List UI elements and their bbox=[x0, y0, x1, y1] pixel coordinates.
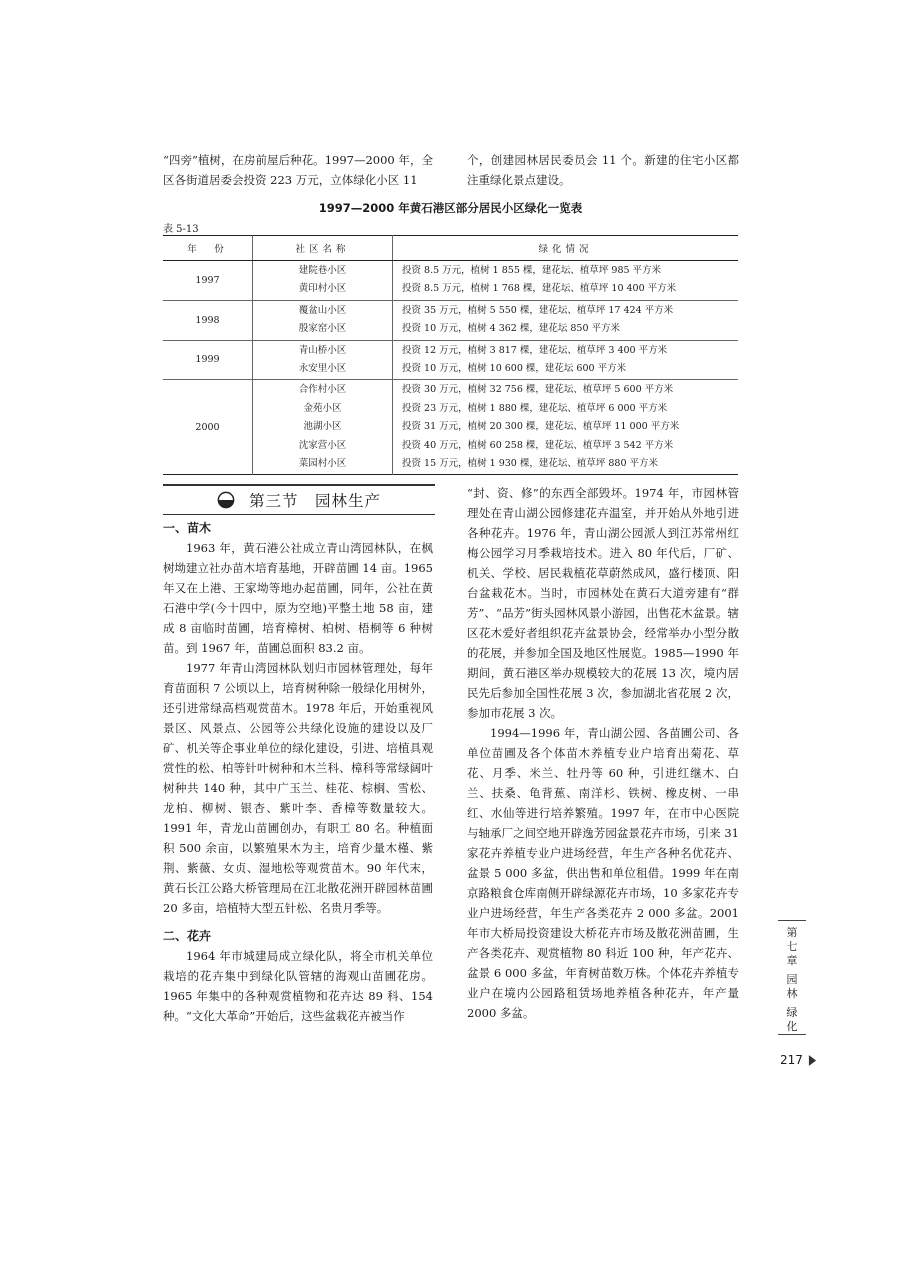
greening-desc: 投资 40 万元，植树 60 258 棵，建花坛、植草坪 3 542 平方米 bbox=[402, 439, 674, 451]
community-cell bbox=[253, 261, 393, 301]
year-cell: 1997 bbox=[195, 274, 220, 286]
table-row bbox=[163, 380, 738, 475]
section-title: 第三节 园林生产 bbox=[248, 492, 381, 510]
greening-cell bbox=[393, 340, 739, 380]
right-column bbox=[467, 483, 739, 1023]
header-greening: 绿化情况 bbox=[393, 236, 739, 261]
chapter-char: 化 bbox=[786, 1020, 798, 1033]
chapter-char: 绿 bbox=[786, 1006, 798, 1019]
subheading-seedlings: 一、苗木 bbox=[163, 521, 212, 535]
community-name: 殷家窑小区 bbox=[298, 323, 347, 335]
greening-desc: 投资 31 万元，植树 20 300 棵，建花坛、植草坪 11 000 平方米 bbox=[402, 421, 680, 433]
table-row bbox=[163, 340, 738, 380]
greening-desc: 投资 35 万元，植树 5 550 棵，建花坛、植草坪 17 424 平方米 bbox=[402, 304, 674, 316]
greening-table bbox=[163, 235, 738, 475]
table-title: 1997—2000 年黄石港区部分居民小区绿化一览表 bbox=[318, 201, 583, 215]
community-name: 覆盆山小区 bbox=[298, 304, 347, 316]
greening-cell bbox=[393, 300, 739, 340]
chapter-tab bbox=[778, 920, 806, 1035]
page-number-text: 217 bbox=[780, 1053, 803, 1067]
page-number bbox=[780, 1053, 817, 1067]
chapter-char: 园 bbox=[786, 973, 798, 986]
year-cell: 2000 bbox=[195, 421, 220, 433]
header-community: 社区名称 bbox=[253, 236, 393, 261]
community-name: 合作村小区 bbox=[298, 384, 347, 396]
chapter-char: 七 bbox=[786, 940, 798, 953]
left-column bbox=[163, 518, 433, 1026]
paragraph-text: 1994—1996 年，青山湖公园、各苗圃公司、各单位苗圃及各个体苗木养植专业户培育出菊花、草花、月季、米兰、牡丹等 60 种，引进红继木、白兰、扶桑、龟背蕉、南洋杉、铁树、橡皮树、一串红、水仙等进行培养繁殖。1997 年，在市中心医院与轴承厂之间空地开辟逸芳园盆景花卉市场，引来 31 家花卉养植专业户进场经营，年生产各种名优花卉、盆景 5 000 多盆，供出售和单位租借。1999 年在南京路粮食仓库南侧开辟绿源花卉市场，10 多家花卉专业户进场经营，年生产各类花卉 2 000 多盆。2001 年市大桥局投资建设大桥花卉市场及散花洲苗圃，生产各类花卉、观赏植物 80 科近 100 种，年产花卉、盆景 6 000 多盆，年育树苗数万株。个体花卉养植专业户在境内公园路租赁场地养植各种花卉，年产量 2000 多盆。 bbox=[467, 726, 739, 1020]
table-body bbox=[163, 261, 738, 475]
greening-cell bbox=[393, 380, 739, 475]
table-row bbox=[163, 300, 738, 340]
table-header-row bbox=[163, 236, 738, 261]
subheading-flowers: 二、花卉 bbox=[163, 929, 212, 943]
community-name: 菜园村小区 bbox=[298, 457, 347, 469]
greening-desc: 投资 8.5 万元，植树 1 855 棵，建花坛、植草坪 985 平方米 bbox=[402, 265, 662, 276]
greening-desc: 投资 10 万元，植树 4 362 棵，建花坛 850 平方米 bbox=[402, 323, 621, 335]
community-cell bbox=[253, 380, 393, 475]
section-bullet-icon bbox=[217, 491, 235, 509]
greening-desc: 投资 12 万元，植树 3 817 棵，建花坛、植草坪 3 400 平方米 bbox=[402, 344, 668, 356]
paragraph-text: 个，创建园林居民委员会 11 个。新建的住宅小区都注重绿化景点建设。 bbox=[467, 153, 739, 187]
greening-desc: 投资 10 万元，植树 10 600 棵，建花坛 600 平方米 bbox=[402, 362, 627, 374]
paragraph-text: 1964 年市城建局成立绿化队，将全市机关单位栽培的花卉集中到绿化队管辖的海观山苗圃花房。1965 年集中的各种观赏植物和花卉达 89 科、154 种。“文化大革命”开始后，这些盆栽花卉被当作 bbox=[163, 949, 433, 1023]
community-name: 沈家营小区 bbox=[298, 439, 347, 451]
community-name: 黄印村小区 bbox=[298, 283, 347, 295]
greening-cell bbox=[393, 261, 739, 301]
section-heading bbox=[163, 484, 435, 515]
community-cell bbox=[253, 340, 393, 380]
table-number: 表 5-13 bbox=[163, 224, 199, 235]
chapter-char: 第 bbox=[786, 926, 798, 939]
community-name: 青山桥小区 bbox=[298, 344, 347, 356]
header-year: 年 份 bbox=[163, 236, 253, 261]
top-left-paragraph bbox=[163, 150, 433, 190]
chapter-char: 林 bbox=[786, 987, 798, 1000]
greening-desc: 投资 15 万元，植树 1 930 棵，建花坛、植草坪 880 平方米 bbox=[402, 457, 659, 469]
paragraph-text: 1977 年青山湾园林队划归市园林管理处，每年育苗面积 7 公顷以上，培育树种除一般绿化用树外，还引进常绿高档观赏苗木。1978 年后，开始重视风景区、风景点、公园等公共绿化设施的建设以及厂矿、机关等企事业单位的绿化建设，引进、培植具观赏性的松、柏等针叶树种和木兰科、樟科等常绿阔叶树种共 140 种，其中广玉兰、桂花、棕榈、雪松、龙柏、柳树、银杏、紫叶李、香樟等数量较大。1991 年，青龙山苗圃创办，有职工 80 名。种植面积 500 余亩，以繁殖果木为主，培育少量木槿、紫荆、紫薇、女贞、湿地松等观赏苗木。90 年代末，黄石长江公路大桥管理局在江北散花洲开辟园林苗圃 20 多亩，培植特大型五针松、名贵月季等。 bbox=[163, 661, 433, 915]
page-arrow-icon bbox=[808, 1055, 817, 1066]
year-cell: 1998 bbox=[195, 314, 220, 326]
top-right-paragraph bbox=[467, 150, 739, 190]
chapter-char: 章 bbox=[786, 954, 798, 967]
greening-desc: 投资 8.5 万元，植树 1 768 棵，建花坛、植草坪 10 400 平方米 bbox=[402, 283, 677, 295]
community-cell bbox=[253, 300, 393, 340]
table-row bbox=[163, 261, 738, 301]
paragraph-text: 1963 年，黄石港公社成立青山湾园林队，在枫树坳建立社办苗木培育基地，开辟苗圃 14 亩。1965 年又在上港、王家坳等地办起苗圃，同年，公社在黄石港中学(今十四中，原为空地)平整土地 58 亩，建成 8 亩临时苗圃，培育樟树、柏树、梧桐等 6 种树苗。到 1967 年，苗圃总面积 83.2 亩。 bbox=[163, 541, 433, 655]
community-name: 永安里小区 bbox=[298, 362, 347, 374]
paragraph-text: “封、资、修”的东西全部毁坏。1974 年，市园林管理处在青山湖公园修建花卉温室，并开始从外地引进各种花卉。1976 年，青山湖公园派人到江苏常州红梅公园学习月季栽培技术。进入 80 年代后，厂矿、机关、学校、居民栽植花草蔚然成风，盛行楼顶、阳台盆栽花木。当时，市园林处在黄石大道旁建有“群芳”、“品芳”街头园林风景小游园，出售花木盆景。辖区花木爱好者组织花卉盆景协会，经常举办小型分散的花展，并参加全国及地区性展览。1985—1990 年期间，黄石港区举办规模较大的花展 13 次，境内居民先后参加全国性花展 3 次，参加湖北省花展 2 次，参加市花展 3 次。 bbox=[467, 486, 739, 720]
year-cell: 1999 bbox=[195, 354, 220, 366]
paragraph-text: “四旁”植树，在房前屋后种花。1997—2000 年，全区各街道居委会投资 223 万元，立体绿化小区 11 bbox=[163, 153, 433, 187]
community-name: 金苑小区 bbox=[303, 402, 342, 414]
community-name: 池湖小区 bbox=[303, 421, 342, 433]
greening-desc: 投资 30 万元，植树 32 756 棵，建花坛、植草坪 5 600 平方米 bbox=[402, 384, 674, 396]
greening-desc: 投资 23 万元，植树 1 880 棵，建花坛、植草坪 6 000 平方米 bbox=[402, 402, 668, 414]
community-name: 建院巷小区 bbox=[298, 265, 347, 276]
